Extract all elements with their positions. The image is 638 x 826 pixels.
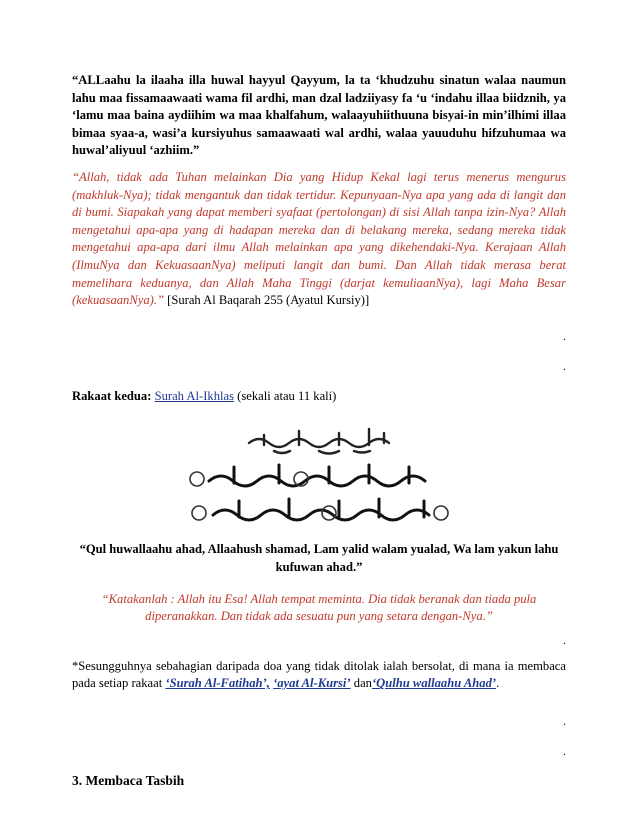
doa-note-mid: dan [353,676,372,691]
surah-ikhlas-link[interactable]: Surah Al-Ikhlas [154,388,234,403]
ayat-kursi-link[interactable]: ‘ayat Al-Kursi’ [273,676,351,691]
rakaat-kedua-note: (sekali atau 11 kali) [237,388,337,403]
doa-note [72,658,566,693]
doa-note-suffix: . [496,676,500,691]
dot-4: . [563,713,566,728]
dot-5: . [563,743,566,758]
ikhlas-transliteration: “Qul huwallaahu ahad, Allaahush shamad, Lam yalid walam yualad, Wa lam yakun lahu kufuwan ahad.” [79,542,559,574]
document-page [72,72,566,789]
qulhu-link[interactable]: ‘Qulhu wallaahu Ahad’ [371,676,497,691]
surah-ikhlas-arabic-image [179,421,459,527]
dot-2: . [563,358,566,373]
section-heading-tasbih: 3. Membaca Tasbih [72,772,185,788]
ikhlas-translation: “Katakanlah : Allah itu Esa! Allah tempat meminta. Dia tidak beranak dan tiada pula diperanakkan. Dan tidak ada sesuatu pun yang setara dengan-Nya.” [101,591,537,624]
rakaat-kedua-label: Rakaat kedua: [72,388,152,403]
surah-fatihah-link[interactable]: ‘Surah Al-Fatihah’, [165,676,270,691]
ayat-kursi-source: [Surah Al Baqarah 255 (Ayatul Kursiy)] [167,293,370,308]
ayat-kursi-translation: “Allah, tidak ada Tuhan melainkan Dia yang Hidup Kekal lagi terus menerus mengurus (makhluk-Nya); tidak mengantuk dan tidak tertidur. Kepunyaan-Nya apa yang ada di langit dan di bumi. Siapakah yang dapat memberi syafaat (pertolongan) di sisi Allah tanpa izin-Nya? Allah mengetahui apa-apa yang di hadapan mereka dan di belakang mereka, sedang mereka tidak mengetahui apa-apa dari ilmu Allah melainkan apa yang dikehendaki-Nya. Kerajaan Allah (IlmuNya dan KekuasaanNya) meliputi langit dan bumi. Dan Allah tidak merasa berat memelihara keduanya, dan Allah Maha Tinggi (darjat kemuliaanNya), lagi Maha Besar (kekuasaanNya).” [72,169,566,308]
dot-1: . [563,328,566,343]
rakaat-kedua-line [72,388,566,406]
ayat-kursi-transliteration: “ALLaahu la ilaaha illa huwal hayyul Qayyum, la ta ‘khudzuhu sinatun walaa naumun lahu maa fissamaawaati wama fil ardhi, man dzal ladziiyasy fa ‘u ‘indahu illaa biidznih, ya ‘lamu maa baina aydiihim wa maa khalfahum, walaayuhiithuuna bisyai-in min’ilhimi illaa bimaa syaa-a, wasi’a kursiyuhus samaawaati wal ardhi, walaa yauuduhu hifzuhumaa wa huwal’aliyuul ‘azhiim.” [72,73,566,158]
doa-note-prefix: *Sesungguhnya sebahagian daripada doa yang tidak ditolak ialah bersolat, di mana ia membaca pada setiap rakaat [72,658,566,691]
dot-3: . [563,632,566,647]
ayat-kursi-translation-paragraph [72,169,566,310]
